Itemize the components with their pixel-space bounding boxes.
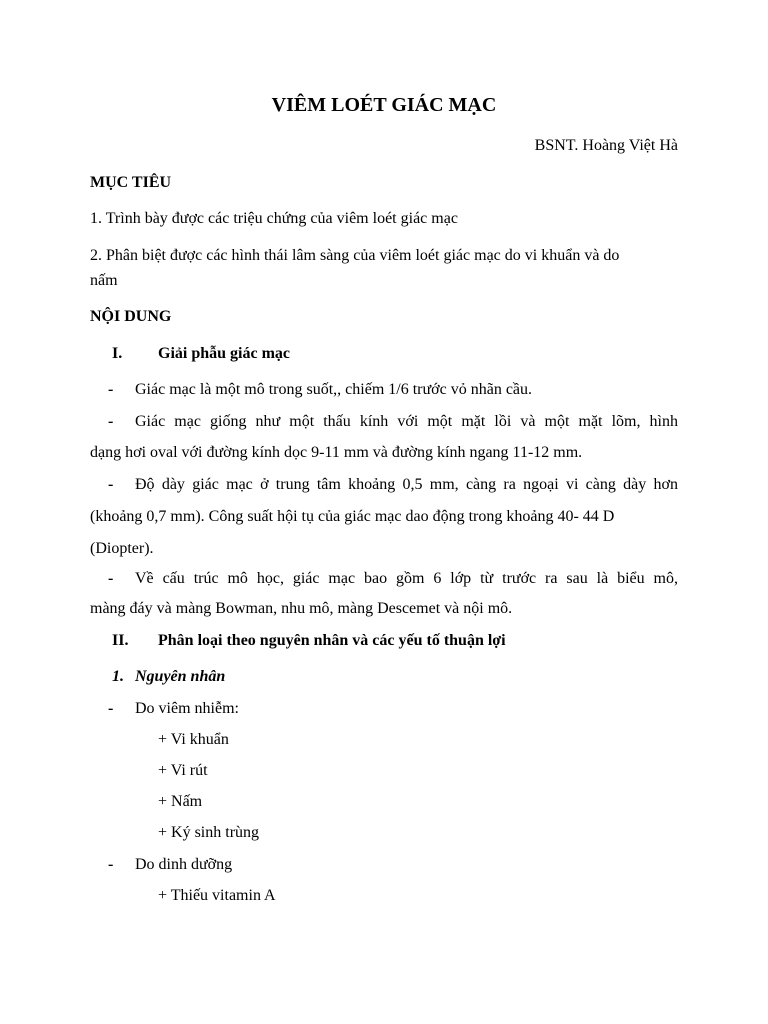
bullet-dash: - (108, 570, 114, 587)
author-line: BSNT. Hoàng Việt Hà (534, 137, 678, 154)
section-1-bullet-2-line-2: dạng hơi oval với đường kính dọc 9-11 mm và đường kính ngang 11-12 mm. (90, 444, 583, 461)
section-1-bullet-4-line-1: Về cấu trúc mô học, giác mạc bao gồm 6 lớp từ trước ra sau là biểu mô, (135, 570, 678, 587)
section-1-bullet-3-line-1: Độ dày giác mạc ở trung tâm khoảng 0,5 mm, càng ra ngoại vi càng dày hơn (135, 476, 678, 493)
objective-item-2-line-1: 2. Phân biệt được các hình thái lâm sàng của viêm loét giác mạc do vi khuẩn và do (90, 247, 620, 264)
section-1-number: I. (112, 345, 123, 362)
infection-item-virus: + Vi rút (158, 762, 208, 779)
section-1-bullet-3-line-3: (Diopter). (90, 540, 154, 557)
section-1-bullet-2-line-1: Giác mạc giống như một thấu kính với một mặt lồi và một mặt lõm, hình (135, 413, 678, 430)
section-2-number: II. (112, 632, 129, 649)
cause-infection: Do viêm nhiễm: (135, 700, 239, 717)
document-title: VIÊM LOÉT GIÁC MẠC (271, 94, 497, 116)
bullet-dash: - (108, 856, 114, 873)
section-2-title: Phân loại theo nguyên nhân và các yếu tố thuận lợi (158, 632, 506, 649)
bullet-dash: - (108, 476, 114, 493)
infection-item-fungus: + Nấm (158, 793, 203, 810)
objective-item-1: 1. Trình bày được các triệu chứng của viêm loét giác mạc (90, 210, 458, 227)
objectives-heading: MỤC TIÊU (90, 174, 172, 191)
infection-item-bacteria: + Vi khuẩn (158, 731, 229, 748)
nutrition-item-vitamin-a: + Thiếu vitamin A (158, 887, 276, 904)
bullet-dash: - (108, 413, 114, 430)
section-1-title: Giải phẫu giác mạc (158, 345, 291, 362)
section-1-bullet-1: Giác mạc là một mô trong suốt,, chiếm 1/6 trước vỏ nhãn cầu. (135, 381, 533, 398)
section-1-bullet-4-line-2: màng đáy và màng Bowman, nhu mô, màng Descemet và nội mô. (90, 600, 513, 617)
content-heading: NỘI DUNG (90, 308, 172, 325)
cause-nutrition: Do dinh dưỡng (135, 856, 233, 873)
bullet-dash: - (108, 700, 114, 717)
subsection-1-number: 1. (112, 668, 124, 685)
objective-item-2-line-2: nấm (90, 272, 118, 289)
subsection-1-title: Nguyên nhân (135, 668, 226, 685)
infection-item-parasite: + Ký sinh trùng (158, 824, 260, 841)
section-1-bullet-3-line-2: (khoảng 0,7 mm). Công suất hội tụ của giác mạc dao động trong khoảng 40- 44 D (90, 508, 615, 525)
bullet-dash: - (108, 381, 114, 398)
